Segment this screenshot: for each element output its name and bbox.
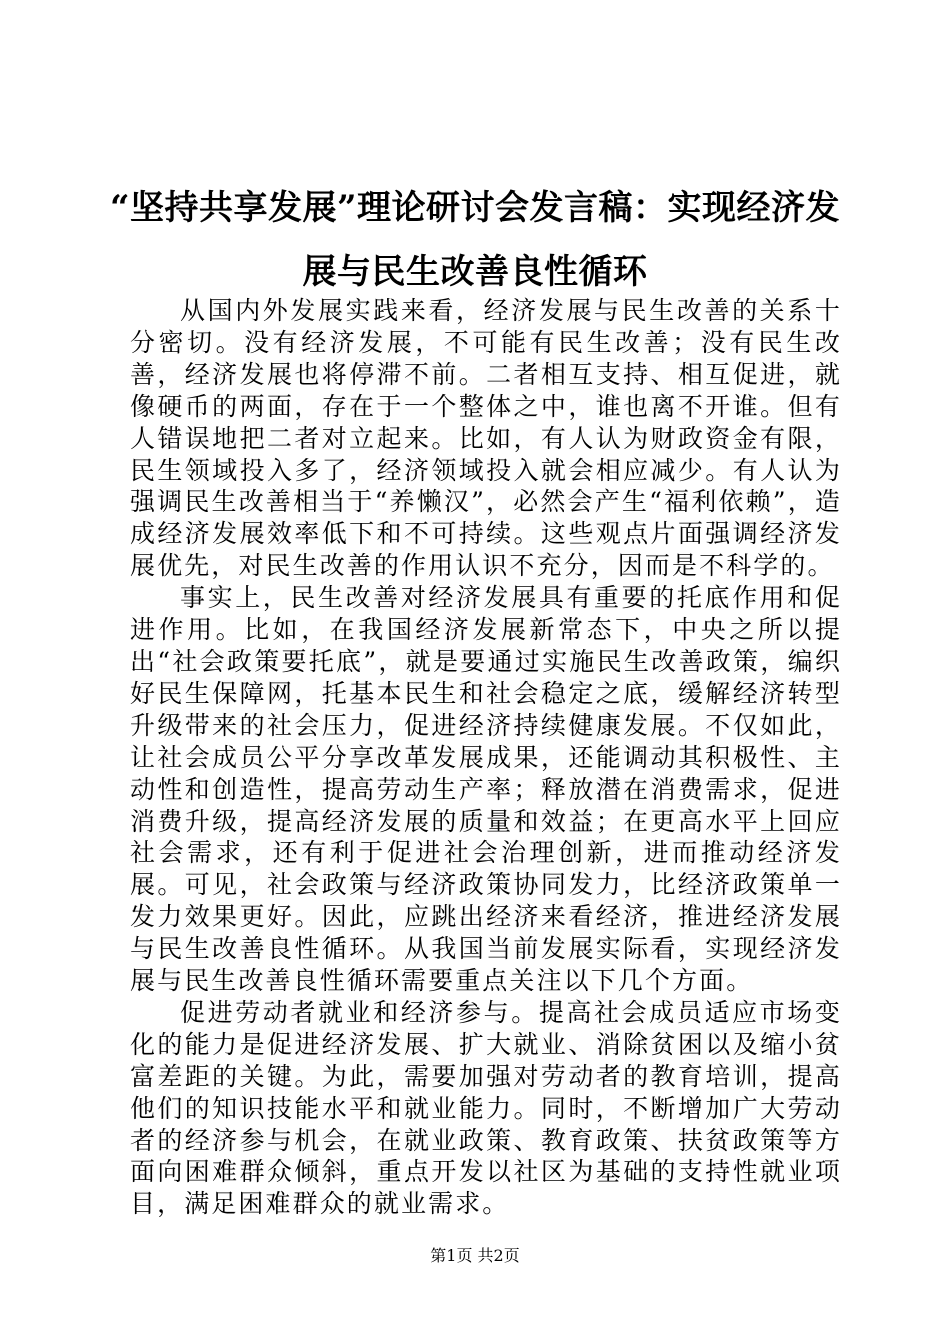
document-title: “坚持共享发展”理论研讨会发言稿：实现经济发展与民生改善良性循环 bbox=[109, 188, 841, 292]
paragraph-2: 事实上，民生改善对经济发展具有重要的托底作用和促进作用。比如，在我国经济发展新常态下，中央之所以提出“社会政策要托底”，就是要通过实施民生改善政策，编织好民生保障网，托基本民生和社会稳定之底，缓解经济转型升级带来的社会压力，促进经济持续健康发展。不仅如此，让社会成员公平分享改革发展成果，还能调动其积极性、主动性和创造性，提高劳动生产率；释放潜在消费需求，促进消费升级，提高经济发展的质量和效益；在更高水平上回应社会需求，还有利于促进社会治理创新，进而推动经济发展。可见，社会政策与经济政策协同发力，比经济政策单一发力效果更好。因此，应跳出经济来看经济，推进经济发展与民生改善良性循环。从我国当前发展实际看，实现经济发展与民生改善良性循环需要重点关注以下几个方面。 bbox=[130, 583, 842, 996]
document-body bbox=[130, 295, 842, 1220]
page-number-footer: 第1页 共2页 bbox=[430, 1246, 520, 1265]
paragraph-1: 从国内外发展实践来看，经济发展与民生改善的关系十分密切。没有经济发展，不可能有民生改善；没有民生改善，经济发展也将停滞不前。二者相互支持、相互促进，就像硬币的两面，存在于一个整体之中，谁也离不开谁。但有人错误地把二者对立起来。比如，有人认为财政资金有限，民生领域投入多了，经济领域投入就会相应减少。有人认为强调民生改善相当于“养懒汉”，必然会产生“福利依赖”，造成经济发展效率低下和不可持续。这些观点片面强调经济发展优先，对民生改善的作用认识不充分，因而是不科学的。 bbox=[130, 296, 842, 581]
paragraph-3: 促进劳动者就业和经济参与。提高社会成员适应市场变化的能力是促进经济发展、扩大就业、消除贫困以及缩小贫富差距的关键。为此，需要加强对劳动者的教育培训，提高他们的知识技能水平和就业能力。同时，不断增加广大劳动者的经济参与机会，在就业政策、教育政策、扶贫政策等方面向困难群众倾斜，重点开发以社区为基础的支持性就业项目，满足困难群众的就业需求。 bbox=[130, 997, 842, 1219]
